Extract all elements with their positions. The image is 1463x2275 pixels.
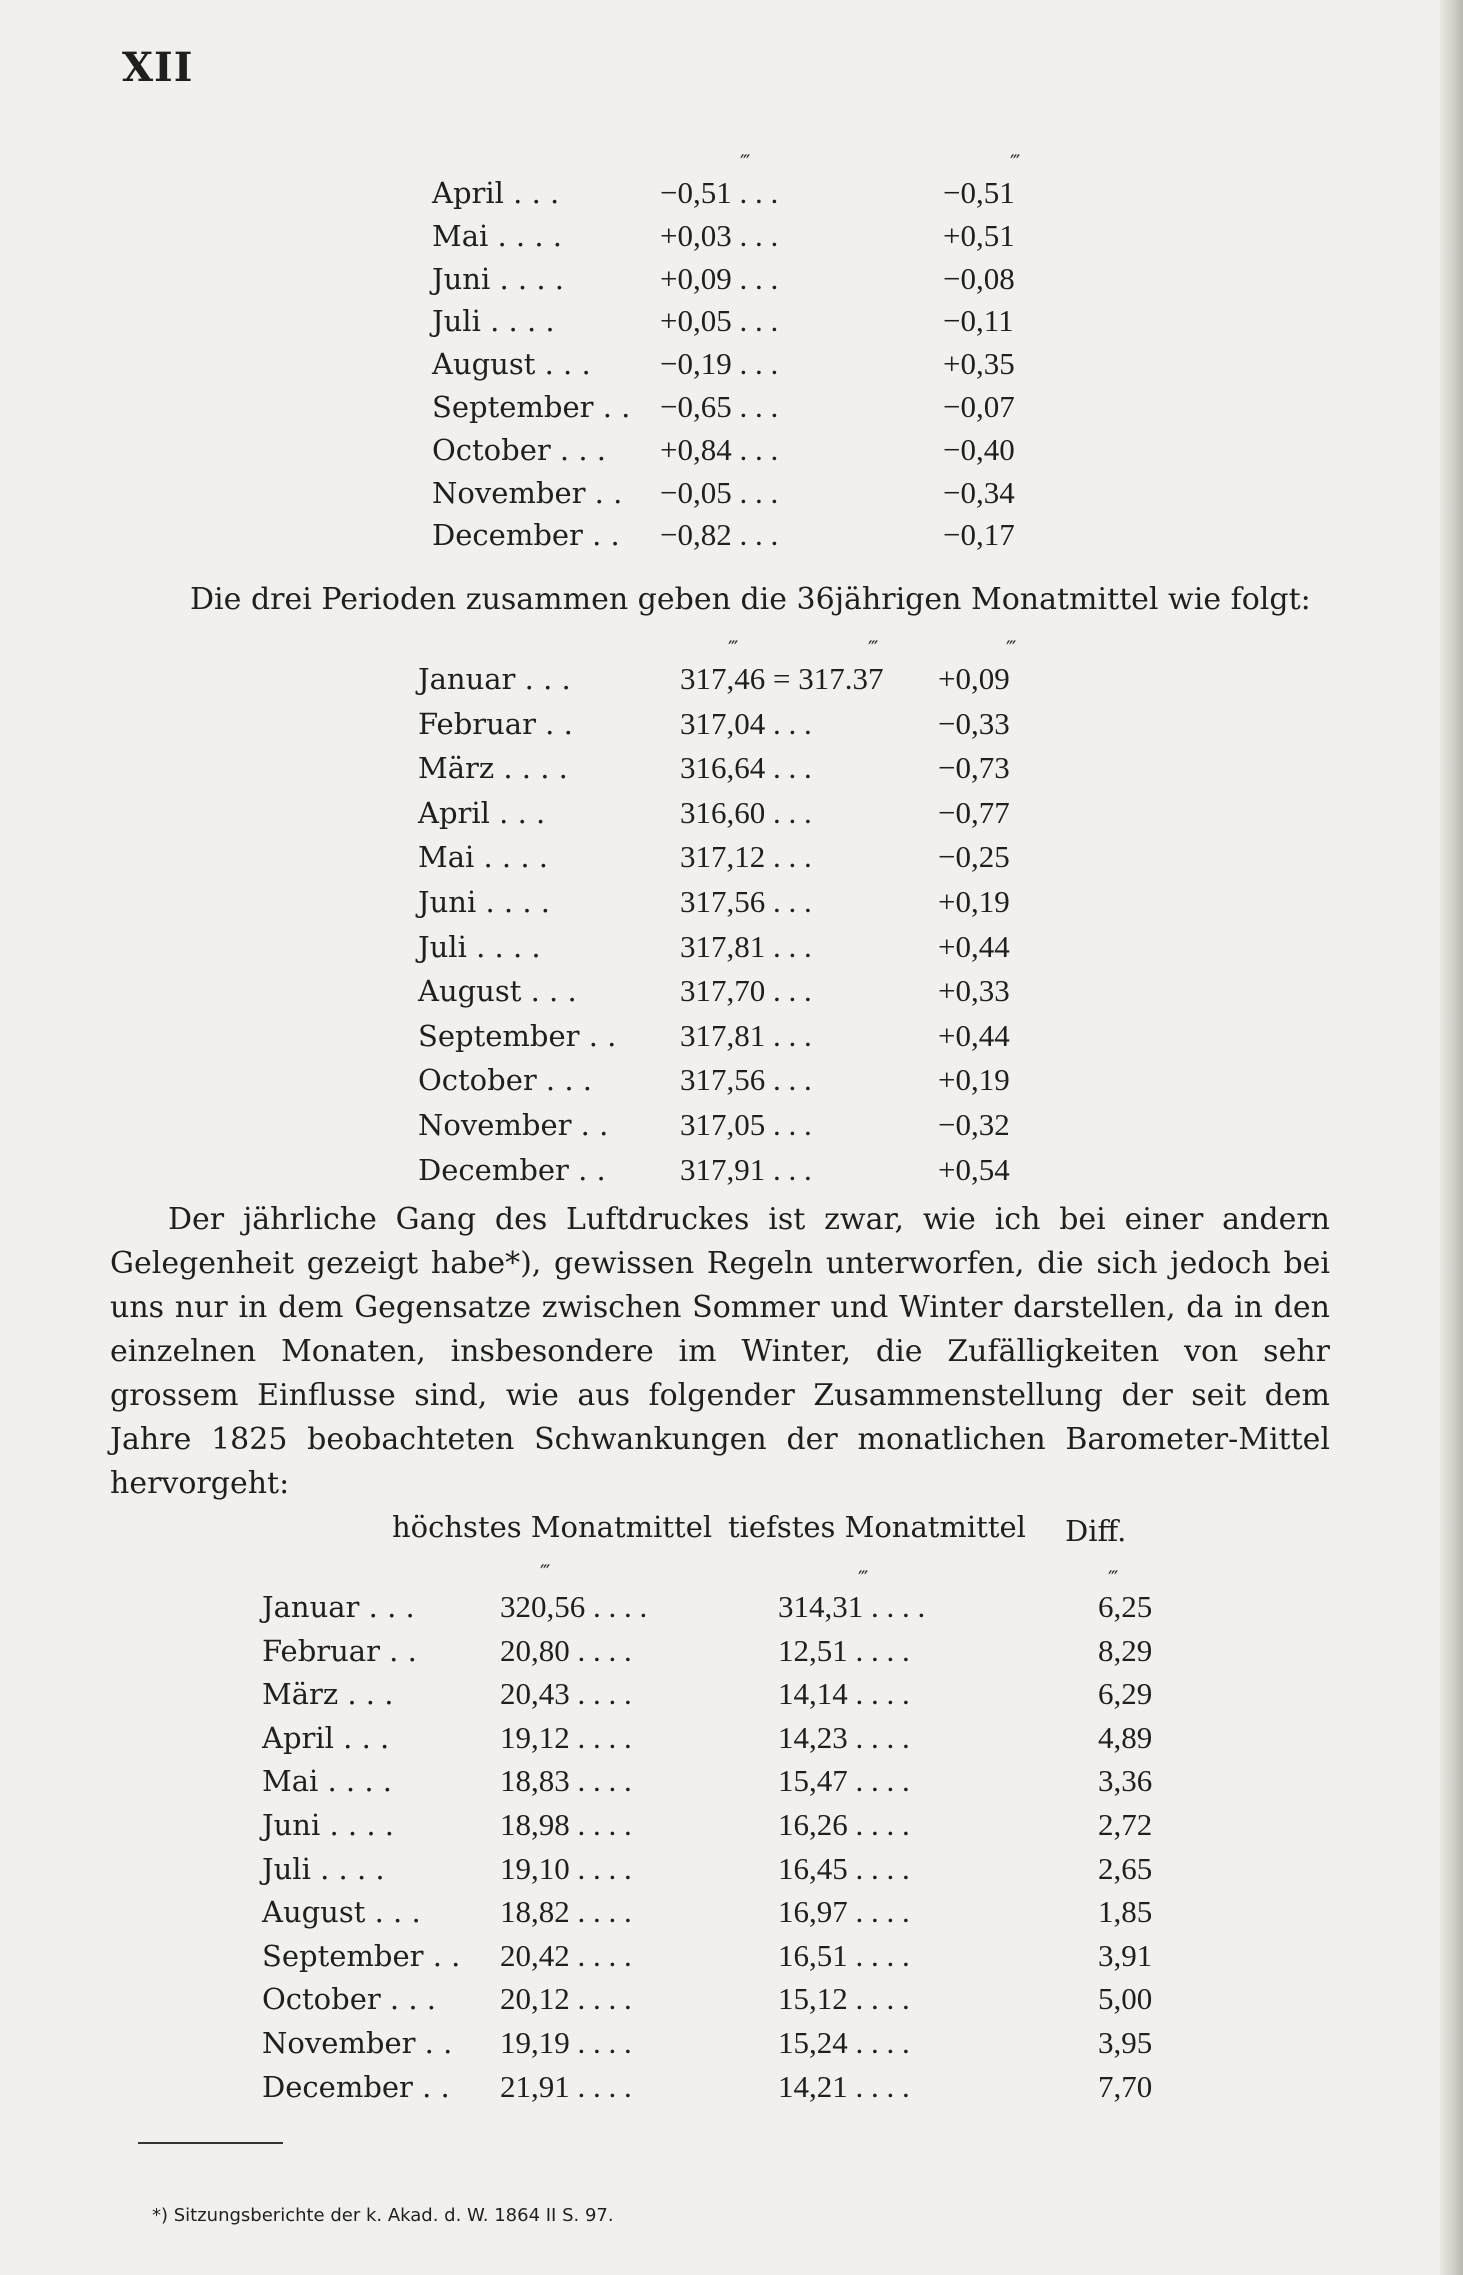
month-label: Juli . . . . (262, 1851, 385, 1886)
diff-cell: −0,73 (938, 750, 1010, 786)
value-cell: −0,40 (943, 431, 1015, 467)
book-spine-shadow (1440, 0, 1463, 2275)
month-label: December . . (432, 518, 620, 553)
month-label: September . . (418, 1018, 617, 1053)
header-max: höchstes Monatmittel (392, 1510, 713, 1544)
diff-cell: 3,91 (1098, 1937, 1153, 1973)
month-label: Januar . . . (418, 662, 571, 696)
diff-cell: 7,70 (1098, 2068, 1153, 2104)
intro-sentence: Die drei Perioden zusammen geben die 36jährigen Monatmittel wie folgt: (190, 582, 1311, 617)
unit-marker: ‴ (728, 636, 743, 660)
diff-cell: −0,33 (938, 705, 1010, 741)
min-cell: 14,21 . . . . (778, 2068, 910, 2104)
month-label: Juli . . . . (418, 929, 541, 964)
diff-cell: +0,54 (938, 1151, 1010, 1187)
max-cell: 20,12 . . . . (500, 1981, 632, 2017)
month-label: April . . . (418, 795, 546, 830)
header-diff: Diff. (1065, 1514, 1127, 1548)
month-label: Februar . . (418, 706, 573, 741)
max-cell: 20,42 . . . . (500, 1937, 632, 1973)
month-label: Juni . . . . (262, 1808, 395, 1842)
value-cell: −0,17 (943, 517, 1015, 553)
diff-cell: +0,09 (938, 661, 1010, 696)
month-label: September . . (432, 390, 631, 424)
max-cell: 18,98 . . . . (500, 1807, 632, 1842)
unit-marker: ‴ (1108, 1566, 1123, 1590)
footnote-rule (138, 2142, 283, 2144)
min-cell: 12,51 . . . . (778, 1632, 910, 1668)
diff-cell: 2,72 (1098, 1807, 1153, 1842)
value-cell: +0,84 . . . (660, 431, 779, 467)
month-label: Februar . . (262, 1633, 417, 1668)
mean-cell: 317,46 = 317.37 (680, 661, 884, 696)
value-cell: −0,82 . . . (660, 517, 779, 553)
min-cell: 16,26 . . . . (778, 1807, 910, 1842)
month-label: Juli . . . . (432, 304, 555, 339)
min-cell: 15,47 . . . . (778, 1763, 910, 1799)
mean-cell: 317,70 . . . (680, 973, 812, 1009)
diff-cell: +0,44 (938, 928, 1010, 964)
month-label: November . . (418, 1108, 609, 1142)
month-label: April . . . (432, 176, 560, 210)
value-cell: −0,51 . . . (660, 175, 779, 210)
max-cell: 20,43 . . . . (500, 1676, 632, 1712)
min-cell: 15,24 . . . . (778, 2025, 910, 2060)
max-cell: 19,19 . . . . (500, 2025, 632, 2060)
month-label: März . . . (262, 1677, 394, 1712)
month-label: August . . . (418, 974, 577, 1009)
month-label: Januar . . . (262, 1590, 415, 1624)
mean-cell: 317,81 . . . (680, 928, 812, 964)
mean-cell: 317,56 . . . (680, 884, 812, 919)
max-cell: 19,10 . . . . (500, 1850, 632, 1886)
diff-cell: −0,25 (938, 839, 1010, 875)
diff-cell: 4,89 (1098, 1719, 1153, 1755)
month-label: März . . . . (418, 751, 568, 786)
min-cell: 15,12 . . . . (778, 1981, 910, 2017)
mean-cell: 316,64 . . . (680, 750, 812, 786)
unit-marker: ‴ (1006, 636, 1021, 660)
month-label: Mai . . . . (432, 218, 563, 253)
month-label: Juni . . . . (418, 885, 551, 919)
month-label: December . . (418, 1152, 606, 1187)
mean-cell: 317,81 . . . (680, 1017, 812, 1053)
diff-cell: +0,44 (938, 1017, 1010, 1053)
month-label: Juni . . . . (432, 261, 565, 296)
mean-cell: 316,60 . . . (680, 794, 812, 830)
value-cell: +0,05 . . . (660, 303, 779, 339)
month-label: October . . . (432, 432, 607, 467)
diff-cell: 6,29 (1098, 1676, 1153, 1712)
value-cell: −0,05 . . . (660, 474, 779, 510)
max-cell: 18,82 . . . . (500, 1894, 632, 1930)
value-cell: −0,19 . . . (660, 346, 779, 382)
page-number: XII (122, 44, 194, 91)
month-label: October . . . (262, 1982, 437, 2017)
month-label: Mai . . . . (262, 1764, 393, 1799)
max-cell: 20,80 . . . . (500, 1632, 632, 1668)
body-paragraph: Der jährliche Gang des Luftdruckes ist zwar, wie ich bei einer andern Gelegenheit gezeigt habe*), gewissen Regeln unterworfen, die sich jedoch bei uns nur in dem Gegensatze zwischen Sommer und Winter darstellen, da in den einzelnen Monaten, insbesondere im Winter, die Zufälligkeiten von sehr grossem Einflusse sind, wie aus folgender Zusammenstellung der seit dem Jahre 1825 beobachteten Schwankungen der monatlichen Barometer-Mittel hervorgeht: (110, 1202, 1330, 1501)
min-cell: 314,31 . . . . (778, 1589, 926, 1624)
diff-cell: +0,19 (938, 1062, 1010, 1098)
min-cell: 16,45 . . . . (778, 1850, 910, 1886)
diff-cell: 5,00 (1098, 1981, 1153, 2017)
diff-cell: −0,77 (938, 794, 1010, 830)
diff-cell: 6,25 (1098, 1589, 1153, 1624)
value-cell: +0,35 (943, 346, 1015, 382)
max-cell: 21,91 . . . . (500, 2068, 632, 2104)
month-label: September . . (262, 1938, 461, 1973)
value-cell: +0,51 (943, 217, 1015, 253)
value-cell: −0,65 . . . (660, 389, 779, 424)
diff-cell: +0,19 (938, 884, 1010, 919)
month-label: December . . (262, 2069, 450, 2104)
value-cell: −0,51 (943, 175, 1015, 210)
month-label: August . . . (262, 1895, 421, 1930)
max-cell: 18,83 . . . . (500, 1763, 632, 1799)
diff-cell: 2,65 (1098, 1850, 1153, 1886)
value-cell: −0,34 (943, 474, 1015, 510)
mean-cell: 317,91 . . . (680, 1151, 812, 1187)
header-min: tiefstes Monatmittel (728, 1510, 1026, 1544)
value-cell: −0,07 (943, 389, 1015, 424)
min-cell: 14,23 . . . . (778, 1719, 910, 1755)
unit-marker: ‴ (540, 1560, 555, 1584)
unit-marker: ‴ (1010, 150, 1025, 174)
diff-cell: 8,29 (1098, 1632, 1153, 1668)
min-cell: 14,14 . . . . (778, 1676, 910, 1712)
diff-cell: 1,85 (1098, 1894, 1153, 1930)
unit-marker: ‴ (868, 636, 883, 660)
max-cell: 320,56 . . . . (500, 1589, 648, 1624)
diff-cell: +0,33 (938, 973, 1010, 1009)
month-label: November . . (432, 475, 623, 510)
mean-cell: 317,04 . . . (680, 705, 812, 741)
unit-marker: ‴ (858, 1566, 873, 1590)
month-label: April . . . (262, 1720, 390, 1755)
max-cell: 19,12 . . . . (500, 1719, 632, 1755)
month-label: November . . (262, 2026, 453, 2060)
value-cell: −0,08 (943, 260, 1015, 296)
month-label: October . . . (418, 1063, 593, 1098)
unit-marker: ‴ (740, 150, 755, 174)
mean-cell: 317,12 . . . (680, 839, 812, 875)
min-cell: 16,97 . . . . (778, 1894, 910, 1930)
diff-cell: 3,36 (1098, 1763, 1153, 1799)
value-cell: +0,03 . . . (660, 217, 779, 253)
min-cell: 16,51 . . . . (778, 1937, 910, 1973)
month-label: Mai . . . . (418, 840, 549, 875)
month-label: August . . . (432, 347, 591, 382)
mean-cell: 317,56 . . . (680, 1062, 812, 1098)
diff-cell: −0,32 (938, 1107, 1010, 1142)
footnote: *) Sitzungsberichte der k. Akad. d. W. 1864 II S. 97. (152, 2205, 614, 2226)
mean-cell: 317,05 . . . (680, 1107, 812, 1142)
value-cell: +0,09 . . . (660, 260, 779, 296)
value-cell: −0,11 (943, 303, 1014, 339)
diff-cell: 3,95 (1098, 2025, 1153, 2060)
